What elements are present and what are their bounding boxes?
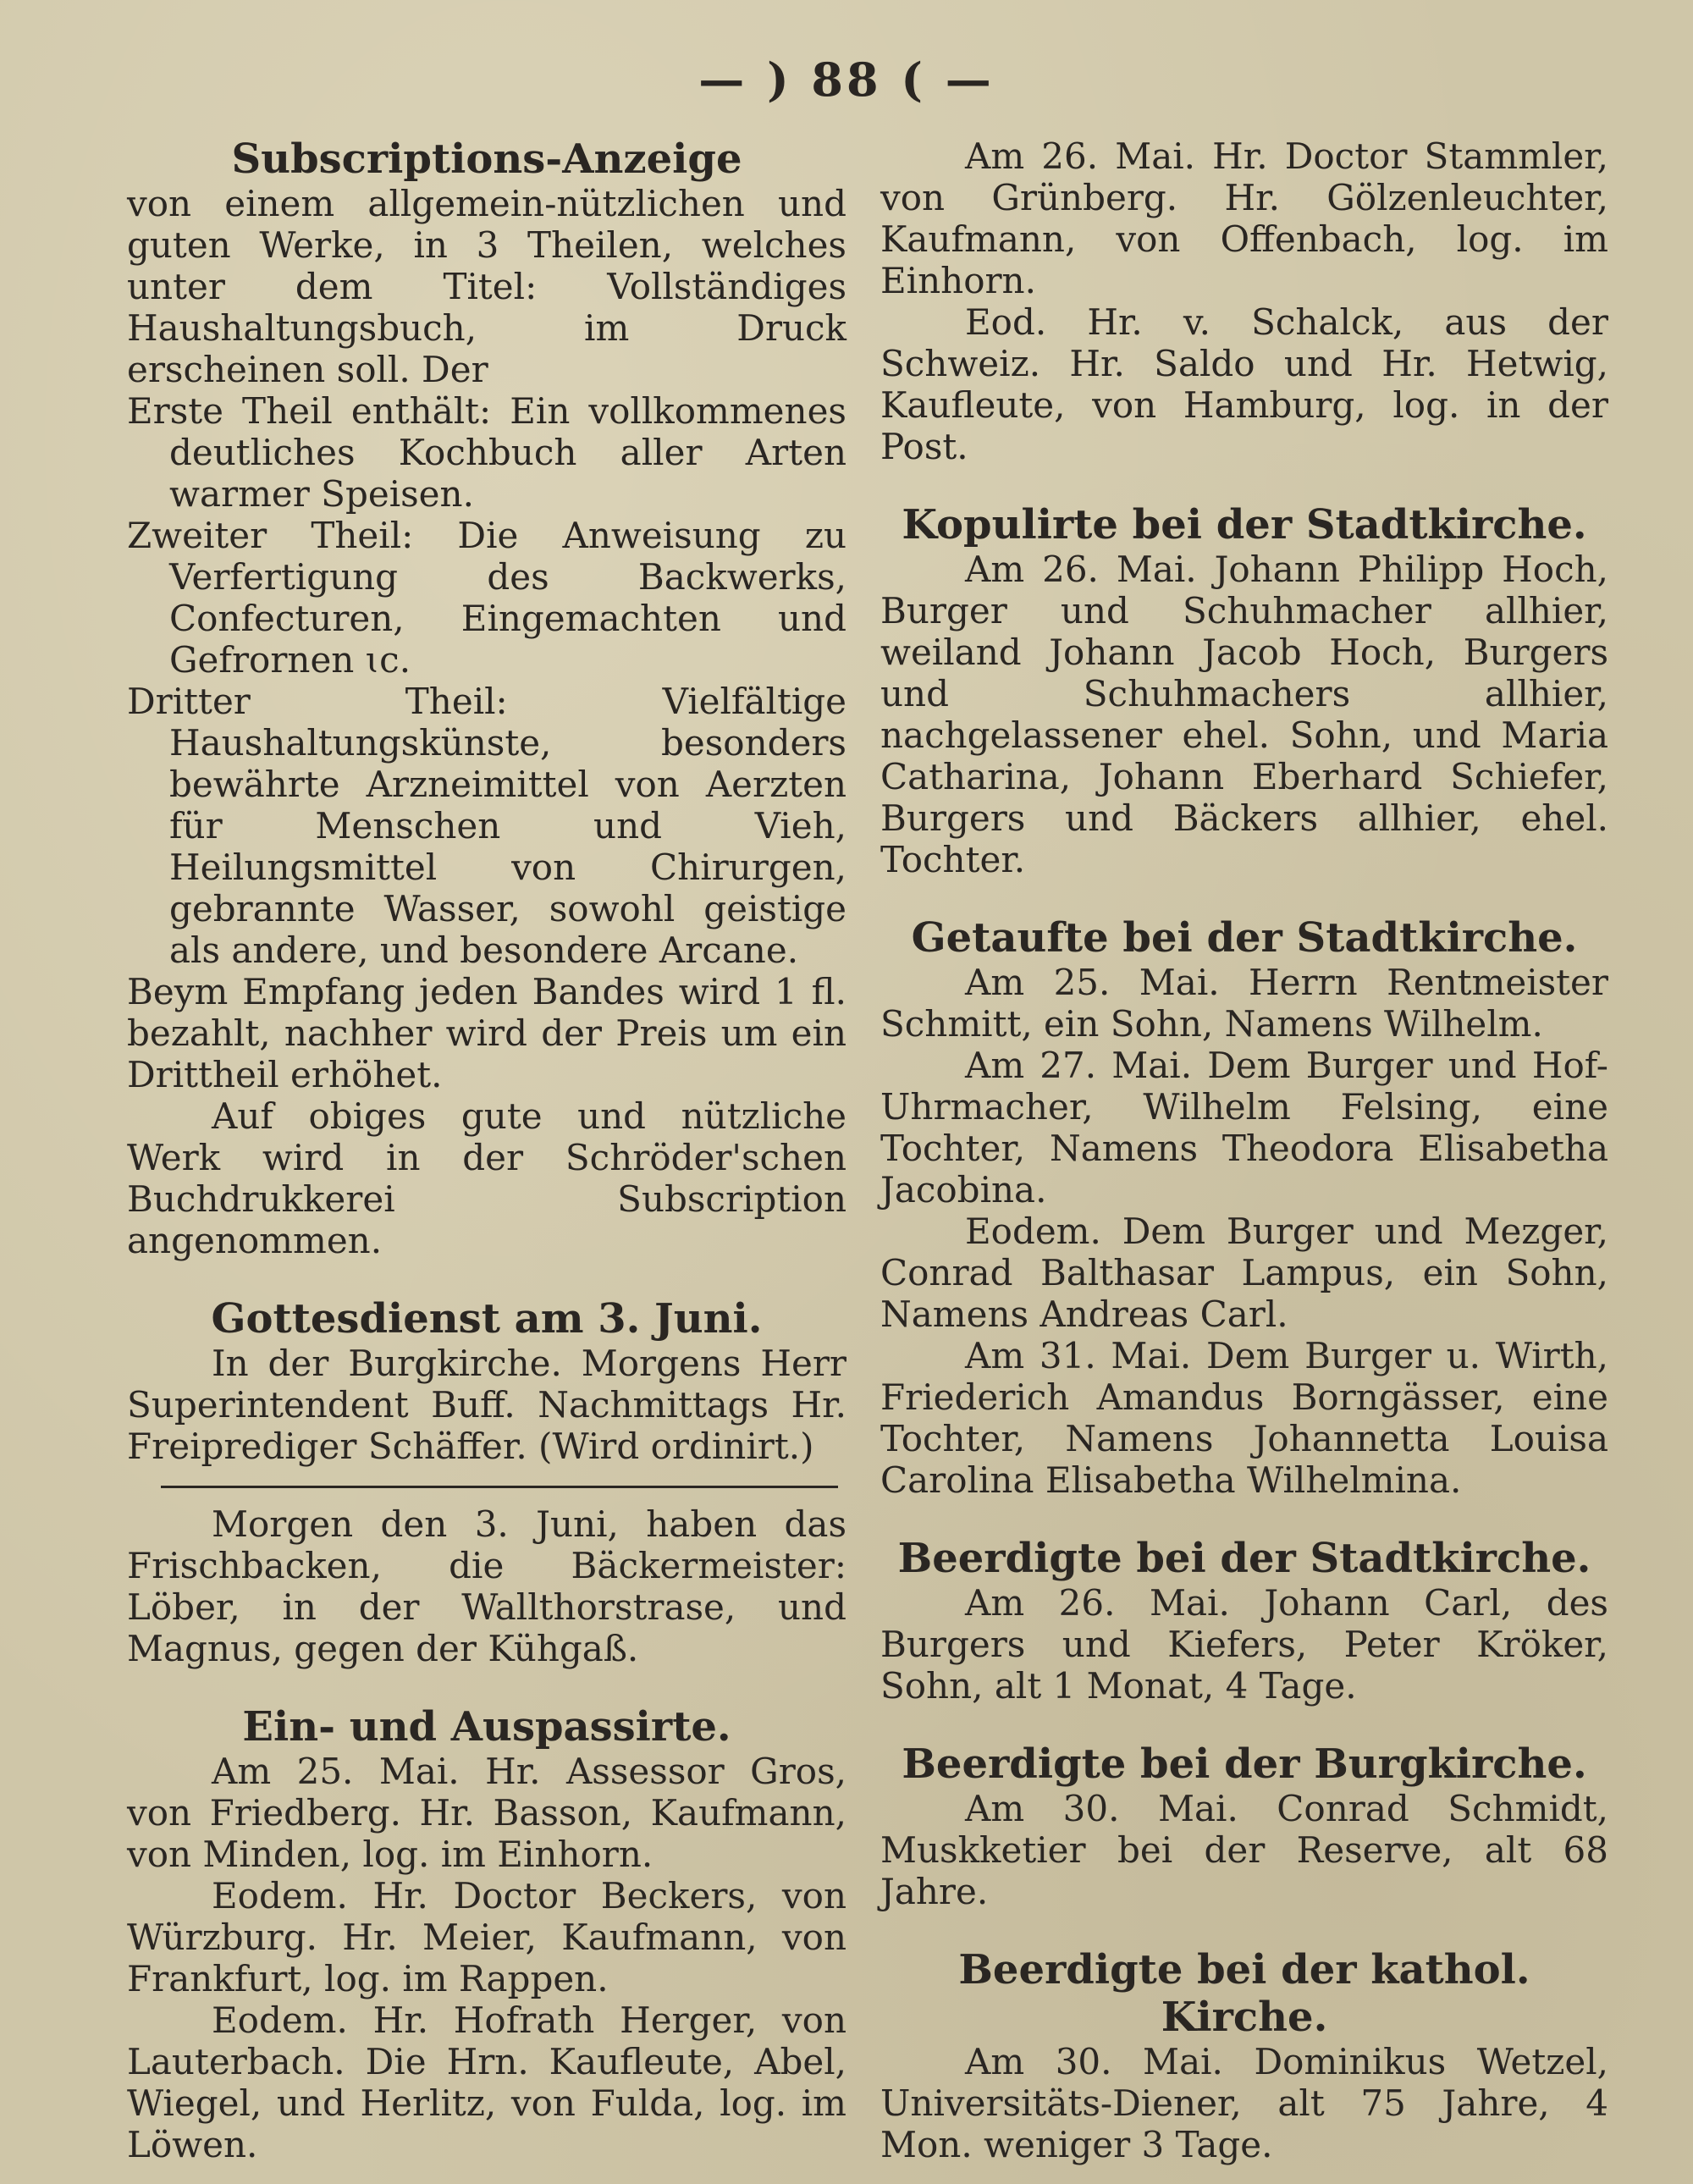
left-column: [127, 135, 846, 2165]
baptized-p3: Eodem. Dem Burger und Mezger, Conrad Balthasar Lampus, ein Sohn, Namens Andreas Carl.: [880, 1211, 1608, 1335]
subscription-part2: Zweiter Theil: Die Anweisung zu Verfertigung des Backwerks, Confecturen, Eingemachten und Gefrornen ɩc.: [127, 515, 846, 681]
subscription-part3: Dritter Theil: Vielfältige Haushaltungskünste, besonders bewährte Arzneimittel von Aerzten für Menschen und Vieh, Heilungsmittel von Chirurgen, gebrannte Wasser, sowohl geistige als andere, und besondere Arcane.: [127, 681, 846, 971]
baptized-title: Getaufte bei der Stadtkirche.: [911, 914, 1578, 962]
travellers-cont-p1: Am 26. Mai. Hr. Doctor Stammler, von Grünberg. Hr. Gölzenleuchter, Kaufmann, von Offenbach, log. im Einhorn.: [880, 135, 1608, 301]
travellers-p3: Eodem. Hr. Hofrath Herger, von Lauterbach. Die Hrn. Kaufleute, Abel, Wiegel, und Herlitz, von Fulda, log. im Löwen.: [127, 1999, 846, 2165]
buried-burg-title: Beerdigte bei der Burgkirche.: [902, 1740, 1587, 1788]
buried-stadt-p1: Am 26. Mai. Johann Carl, des Burgers und Kiefers, Peter Kröker, Sohn, alt 1 Monat, 4 Tage.: [880, 1582, 1608, 1707]
baptized-p1: Am 25. Mai. Herrn Rentmeister Schmitt, ein Sohn, Namens Wilhelm.: [880, 962, 1608, 1045]
baptized-p4: Am 31. Mai. Dem Burger u. Wirth, Friederich Amandus Borngässer, eine Tochter, Namens Johannetta Louisa Carolina Elisabetha Wilhelmina.: [880, 1335, 1608, 1501]
right-column: [880, 135, 1608, 2165]
section-divider: [161, 1486, 838, 1488]
subscription-intro: von einem allgemein-nützlichen und guten Werke, in 3 Theilen, welches unter dem Titel: Vollständiges Haushaltungsbuch, im Druck erscheinen soll. Der: [127, 183, 846, 390]
page-number: — ) 88 ( —: [698, 52, 995, 107]
buried-burg-p1: Am 30. Mai. Conrad Schmidt, Muskketier bei der Reserve, alt 68 Jahre.: [880, 1788, 1608, 1912]
subscription-note: Auf obiges gute und nützliche Werk wird in der Schröder'schen Buchdrukkerei Subscription angenommen.: [127, 1095, 846, 1261]
bakers-text: Morgen den 3. Juni, haben das Frischbacken, die Bäckermeister: Löber, in der Wallthorstrase, und Magnus, gegen der Kühgaß.: [127, 1503, 846, 1669]
travellers-p1: Am 25. Mai. Hr. Assessor Gros, von Friedberg. Hr. Basson, Kaufmann, von Minden, log. im Einhorn.: [127, 1751, 846, 1875]
subscription-title: Subscriptions-Anzeige: [231, 135, 742, 183]
buried-stadt-title: Beerdigte bei der Stadtkirche.: [897, 1535, 1591, 1582]
buried-kathol-p1: Am 30. Mai. Dominikus Wetzel, Universitäts-Diener, alt 75 Jahre, 4 Mon. weniger 3 Tage.: [880, 2041, 1608, 2165]
travellers-title: Ein- und Auspassirte.: [242, 1703, 731, 1751]
travellers-p2: Eodem. Hr. Doctor Beckers, von Würzburg. Hr. Meier, Kaufmann, von Frankfurt, log. im Rappen.: [127, 1875, 846, 1999]
baptized-p2: Am 27. Mai. Dem Burger und Hof-Uhrmacher, Wilhelm Felsing, eine Tochter, Namens Theodora Elisabetha Jacobina.: [880, 1045, 1608, 1211]
buried-kathol-title: Beerdigte bei der kathol. Kirche.: [958, 1946, 1530, 2041]
subscription-part1: Erste Theil enthält: Ein vollkommenes deutliches Kochbuch aller Arten warmer Speisen.: [127, 390, 846, 515]
service-text: In der Burgkirche. Morgens Herr Superintendent Buff. Nachmittags Hr. Freiprediger Schäffer. (Wird ordinirt.): [127, 1343, 846, 1467]
travellers-cont-p2: Eod. Hr. v. Schalck, aus der Schweiz. Hr. Saldo und Hr. Hetwig, Kaufleute, von Hamburg, log. in der Post.: [880, 301, 1608, 467]
married-p1: Am 26. Mai. Johann Philipp Hoch, Burger und Schuhmacher allhier, weiland Johann Jacob Hoch, Burgers und Schuhmachers allhier, nachgelassener ehel. Sohn, und Maria Catharina, Johann Eberhard Schiefer, Burgers und Bäckers allhier, ehel. Tochter.: [880, 549, 1608, 880]
married-title: Kopulirte bei der Stadtkirche.: [902, 501, 1587, 549]
subscription-price: Beym Empfang jeden Bandes wird 1 fl. bezahlt, nachher wird der Preis um ein Drittheil erhöhet.: [127, 971, 846, 1095]
service-title: Gottesdienst am 3. Juni.: [211, 1295, 763, 1343]
